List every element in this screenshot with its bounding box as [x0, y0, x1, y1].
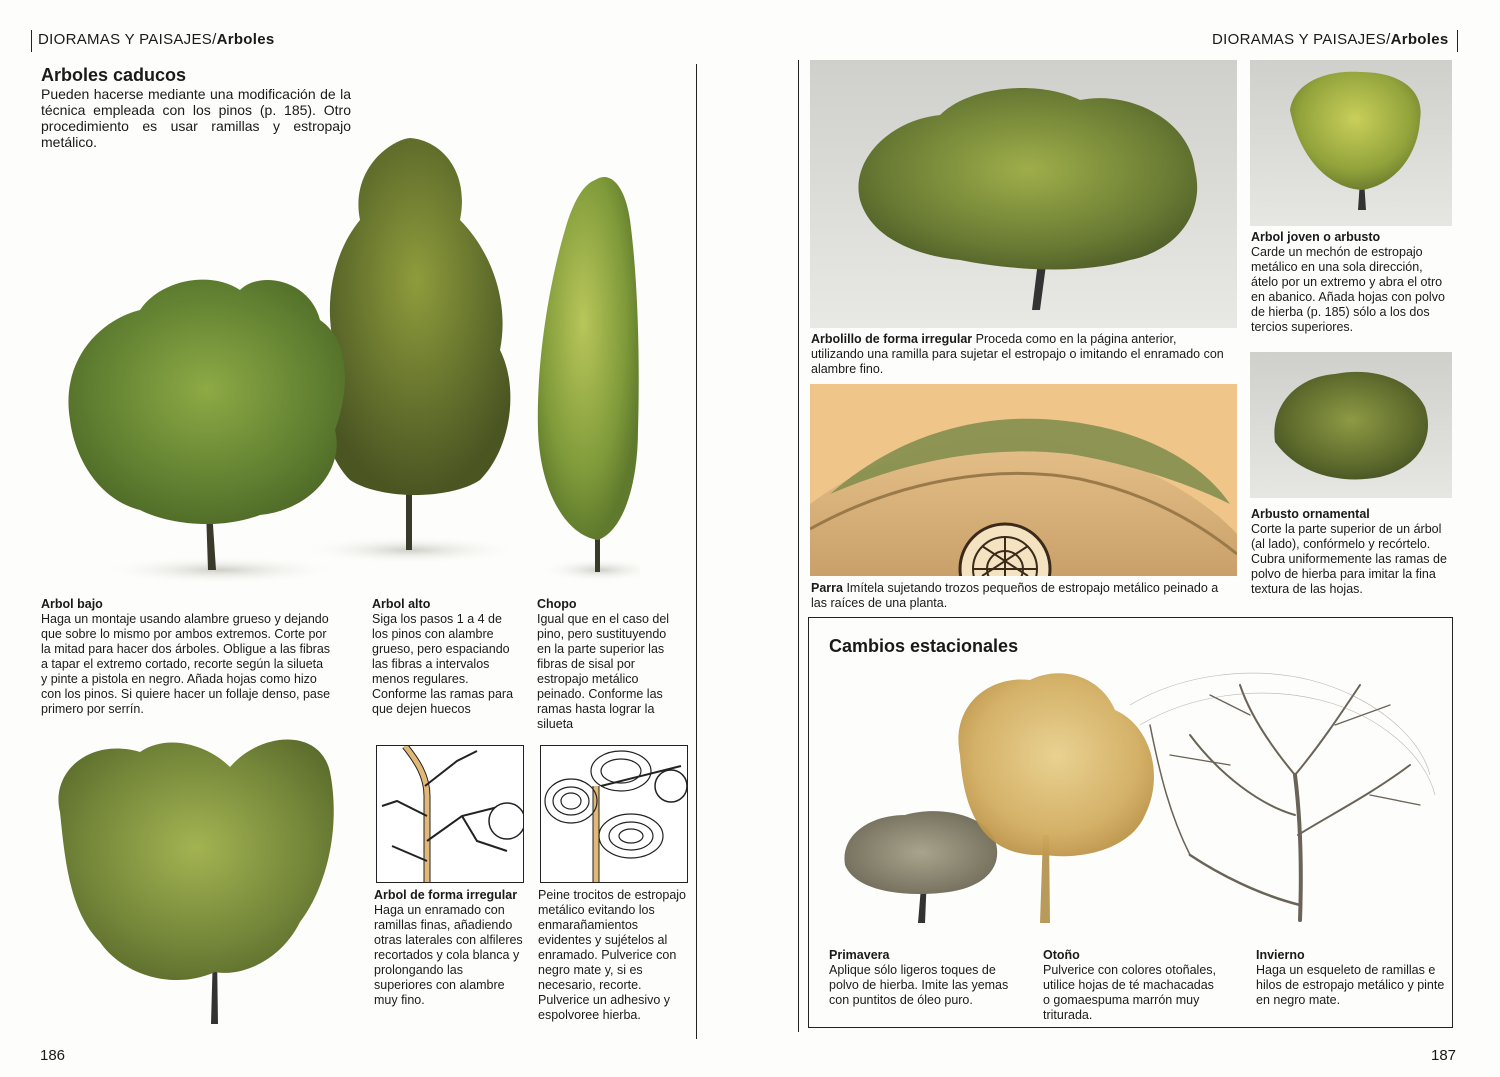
caption-otono-title: Otoño [1043, 948, 1080, 962]
caption-arbusto-ornamental [1251, 507, 1451, 597]
caption-peine: Peine trocitos de estropajo metálico evitando los enmarañamientos evidentes y sujételos al enramado. Pulverice con negro mate y, si es necesario, recorte. Pulverice un adhesivo y espolvoree hierba. [538, 888, 687, 1022]
caption-irregular-text: Haga un enramado con ramillas finas, añadiendo otras laterales con alfileres recortados y cola blanca y prolongando las superiores con alambre muy fino. [374, 903, 523, 1007]
caption-irregular [374, 888, 524, 1008]
header-topic: Arboles [1390, 31, 1449, 48]
caption-arbol-joven-text: Carde un mechón de estropajo metálico en una sola dirección, átelo por un extremo y abra el otro en abanico. Añada hojas con polvo de hierba (p. 185) sólo a los dos tercios superiores. [1251, 245, 1445, 334]
caption-arbusto-ornamental-title: Arbusto ornamental [1251, 507, 1370, 521]
caption-arbusto-ornamental-text: Corte la parte superior de un árbol (al lado), confórmelo y recórtelo. Cubra uniformemente las ramas de polvo de hierba para imitar la fina textura de las hojas. [1251, 522, 1447, 596]
caption-arbol-bajo-title: Arbol bajo [41, 597, 103, 611]
caption-arbol-alto-text: Siga los pasos 1 a 4 de los pinos con alambre grueso, pero espaciando las fibras a intervalos menos regulares. Conforme las ramas para que dejen huecos [372, 612, 514, 716]
caption-chopo-title: Chopo [537, 597, 577, 611]
caption-arbolillo-title: Arbolillo de forma irregular [811, 332, 973, 346]
branch-diagram-foliage [540, 745, 688, 883]
caption-irregular-title: Arbol de forma irregular [374, 888, 518, 902]
arbolillo-photo [810, 60, 1237, 328]
caption-invierno [1256, 948, 1446, 1008]
header-section: DIORAMAS Y PAISAJES/ [38, 31, 217, 48]
arbol-joven-photo [1250, 60, 1452, 226]
caption-otono [1043, 948, 1223, 1023]
caption-chopo [537, 597, 682, 732]
caption-parra-title: Parra [811, 581, 843, 595]
caption-invierno-title: Invierno [1256, 948, 1305, 962]
caption-arbol-bajo [41, 597, 331, 717]
seasonal-trees-photo [830, 665, 1440, 930]
seasonal-title: Cambios estacionales [829, 636, 1019, 656]
branch-diagram-pins [376, 745, 524, 883]
left-page-right-rule [696, 64, 697, 1039]
caption-arbolillo-text: Proceda como en la página anterior, utilizando una ramilla para sujetar el estropajo o imitando el enramado con alambre fino. [811, 332, 1224, 376]
caption-arbol-alto [372, 597, 520, 717]
parra-photo [810, 384, 1237, 576]
irregular-tree-photo [40, 722, 340, 1028]
page-number-right: 187 [1431, 1047, 1457, 1064]
caption-parra-text: Imítela sujetando trozos pequeños de estropajo metálico peinado a las raíces de una planta. [811, 581, 1219, 610]
header-rule-right [1457, 30, 1458, 52]
caption-primavera-title: Primavera [829, 948, 890, 962]
caption-chopo-text: Igual que en el caso del pino, pero sustituyendo en la parte superior las fibras de sisal por estropajo metálico peinado. Conforme las ramas hasta lograr la silueta [537, 612, 670, 731]
right-page-left-rule [798, 60, 799, 1032]
deciduous-trees-photo [60, 130, 640, 590]
caption-arbol-alto-title: Arbol alto [372, 597, 431, 611]
caption-invierno-text: Haga un esqueleto de ramillas e hilos de estropajo metálico y pinte en negro mate. [1256, 963, 1445, 1007]
caption-primavera [829, 948, 1019, 1008]
section-intro: Pueden hacerse mediante una modificación de la técnica empleada con los pinos (p. 185). Otro procedimiento es usar ramillas y estropajo metálico. [41, 86, 351, 150]
arbusto-ornamental-photo [1250, 352, 1452, 498]
caption-arbol-joven [1251, 230, 1451, 335]
section-title: Arboles caducos [41, 65, 187, 85]
header-topic: Arboles [216, 31, 275, 48]
header-rule-left [31, 30, 32, 52]
caption-arbol-joven-title: Arbol joven o arbusto [1251, 230, 1381, 244]
page-number-left: 186 [40, 1047, 66, 1064]
caption-otono-text: Pulverice con colores otoñales, utilice hojas de té machacadas o gomaespuma marrón muy triturada. [1043, 963, 1217, 1022]
caption-parra [811, 581, 1231, 611]
header-section: DIORAMAS Y PAISAJES/ [1212, 31, 1391, 48]
caption-arbolillo [811, 332, 1231, 377]
caption-primavera-text: Aplique sólo ligeros toques de polvo de hierba. Imite las yemas con puntitos de óleo puro. [829, 963, 1009, 1007]
left-running-header [38, 31, 275, 48]
right-running-header [1212, 31, 1449, 48]
caption-arbol-bajo-text: Haga un montaje usando alambre grueso y dejando que sobre lo mismo por ambos extremos. Corte por la mitad para hacer dos árboles. Obligue a las fibras a tapar el extremo cortado, recorte según la silueta y pinte a pistola en negro. Añada hojas como hizo con los pinos. Si quiere hacer un follaje denso, pase primero por serrín. [41, 612, 331, 716]
